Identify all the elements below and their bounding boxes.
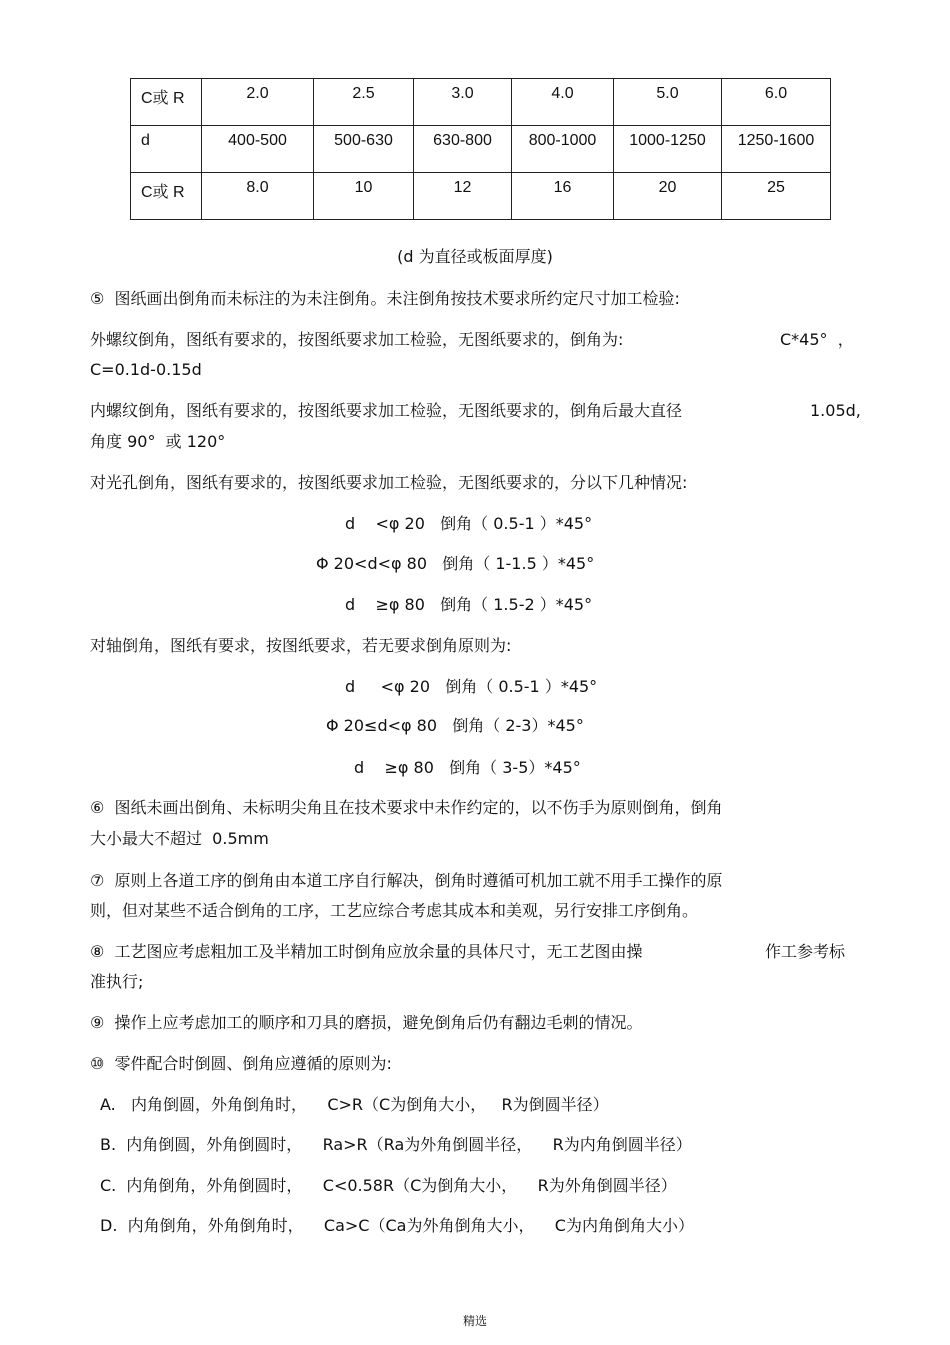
item-6-line: ⑥ 图纸未画出倒角、未标明尖角且在技术要求中未作约定的，以不伤手为原则倒角，倒角 [90,798,723,817]
table-cell: 3.0 [414,79,512,126]
item-10-option: B. 内角倒圆，外角倒圆时， Ra>R（Ra为外角倒圆半径， R为内角倒圆半径） [100,1135,692,1154]
shaft-rule: Φ 20≤d<φ 80 倒角（ 2-3）*45° [326,716,584,735]
shaft-rule: d <φ 20 倒角（ 0.5-1 ）*45° [345,677,598,696]
table-cell: 10 [314,173,414,220]
item-10-intro: ⑩ 零件配合时倒圆、倒角应遵循的原则为: [90,1054,392,1073]
table-cell: 2.5 [314,79,414,126]
table-cell: 8.0 [202,173,314,220]
hole-intro: 对光孔倒角，图纸有要求的，按图纸要求加工检验，无图纸要求的，分以下几种情况: [90,473,688,492]
hole-rule: Φ 20<d<φ 80 倒角（ 1-1.5 ）*45° [316,554,595,573]
item-5-intro: ⑤ 图纸画出倒角而未标注的为未注倒角。未注倒角按技术要求所约定尺寸加工检验: [90,289,680,308]
item-6-line: 大小最大不超过 0.5mm [90,829,269,848]
hole-rule: d <φ 20 倒角（ 0.5-1 ）*45° [345,514,593,533]
table-cell: 2.0 [202,79,314,126]
chamfer-size-table [130,78,831,220]
table-cell: 16 [512,173,614,220]
table-cell: 800-1000 [512,126,614,173]
hole-rule: d ≥φ 80 倒角（ 1.5-2 ）*45° [345,595,593,614]
item-8-tail: 作工参考标 [765,942,846,961]
item-10-option: A. 内角倒圆，外角倒角时， C>R（C为倒角大小， R为倒圆半径） [100,1095,609,1114]
item-7-line: 则，但对某些不适合倒角的工序，工艺应综合考虑其成本和美观，另行安排工序倒角。 [90,901,699,920]
int-thread-value: 1.05d, [810,401,861,420]
table-cell: 630-800 [414,126,512,173]
table-cell: 400-500 [202,126,314,173]
shaft-intro: 对轴倒角，图纸有要求，按图纸要求，若无要求倒角原则为: [90,636,512,655]
table-cell: 1000-1250 [614,126,722,173]
ext-thread-value: C*45° ， [780,330,854,349]
table-row-header: C或 R [131,173,202,220]
table-cell: 6.0 [722,79,831,126]
shaft-rule: d ≥φ 80 倒角（ 3-5）*45° [354,758,581,777]
int-thread-line: 内螺纹倒角，图纸有要求的，按图纸要求加工检验，无图纸要求的，倒角后最大直径 [90,401,683,420]
table-cell: 12 [414,173,512,220]
table-cell: 4.0 [512,79,614,126]
table-cell: 1250-1600 [722,126,831,173]
table-row [131,173,831,220]
table-caption: (d 为直径或板面厚度) [397,247,553,266]
int-thread-angle: 角度 90° 或 120° [90,432,226,451]
item-7-line: ⑦ 原则上各道工序的倒角由本道工序自行解决，倒角时遵循可机加工就不用手工操作的原 [90,871,723,890]
table-cell: 20 [614,173,722,220]
item-10-option: D. 内角倒角，外角倒角时， Ca>C（Ca为外角倒角大小， C为内角倒角大小） [100,1216,694,1235]
ext-thread-line: 外螺纹倒角，图纸有要求的，按图纸要求加工检验，无图纸要求的，倒角为: [90,330,624,349]
table-cell: 500-630 [314,126,414,173]
page-footer: 精选 [462,1314,487,1328]
item-8-line: 准执行; [90,972,144,991]
table-row-header: d [131,126,202,173]
ext-thread-formula: C=0.1d-0.15d [90,360,202,379]
table-row-header: C或 R [131,79,202,126]
item-9-line: ⑨ 操作上应考虑加工的顺序和刀具的磨损，避免倒角后仍有翻边毛刺的情况。 [90,1013,643,1032]
table-row [131,79,831,126]
item-10-option: C. 内角倒角，外角倒圆时， C<0.58R（C为倒角大小， R为外角倒圆半径） [100,1176,677,1195]
table-row [131,126,831,173]
item-8-line: ⑧ 工艺图应考虑粗加工及半精加工时倒角应放余量的具体尺寸，无工艺图由操 [90,942,643,961]
table-cell: 5.0 [614,79,722,126]
table-cell: 25 [722,173,831,220]
